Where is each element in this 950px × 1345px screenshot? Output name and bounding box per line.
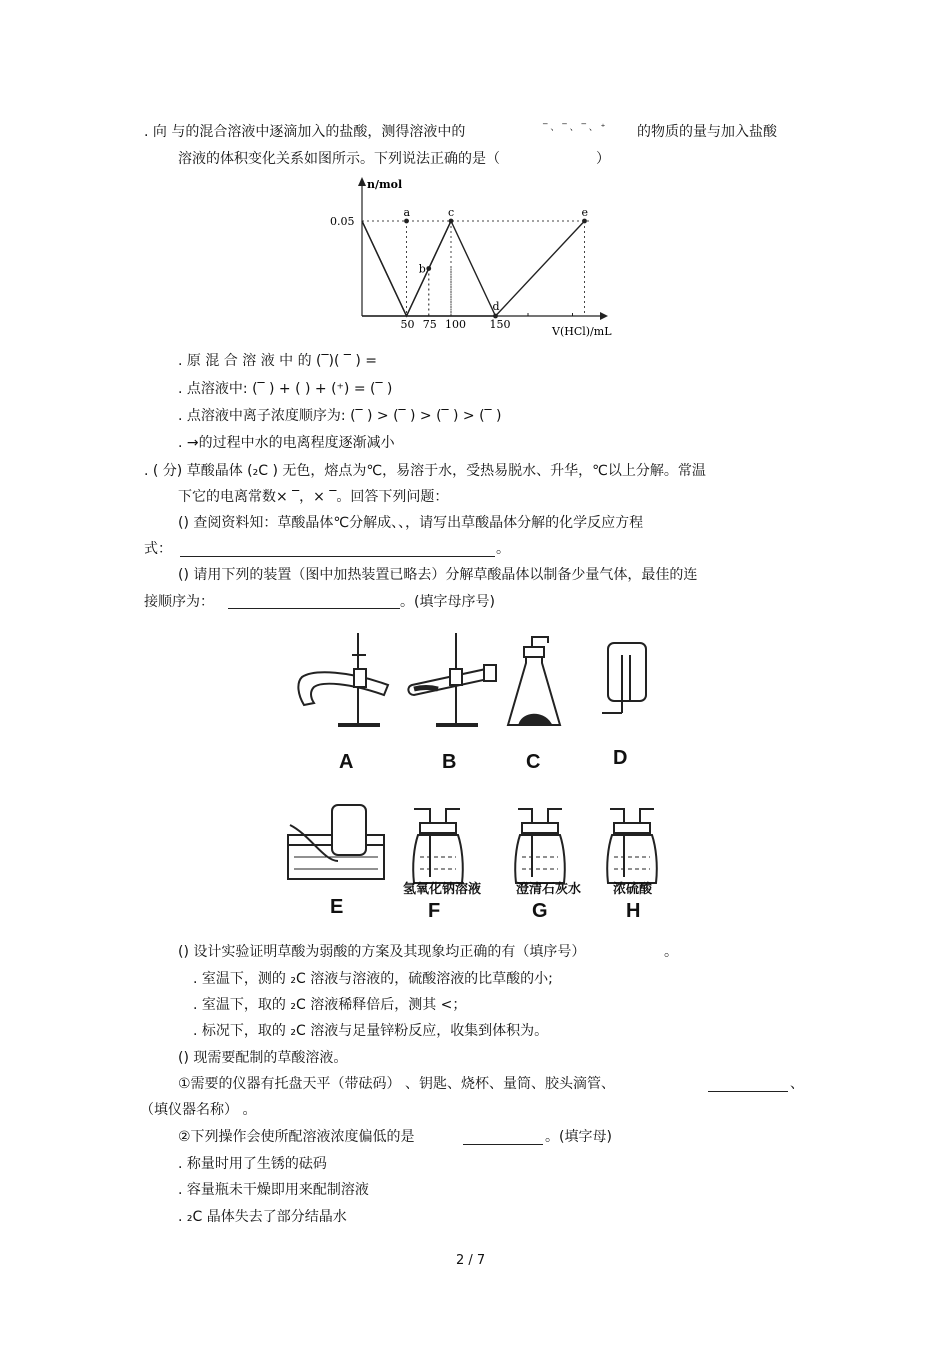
point-label-a: a bbox=[403, 206, 411, 219]
label-c: C bbox=[526, 751, 541, 773]
equation-answer-blank[interactable] bbox=[180, 555, 495, 557]
label-d: D bbox=[613, 747, 628, 769]
y-tick-label: 0.05 bbox=[330, 215, 355, 228]
instrument-answer-blank[interactable] bbox=[708, 1090, 788, 1092]
label-h: H bbox=[626, 900, 641, 922]
apparatus-b bbox=[408, 633, 496, 725]
q2-part3-option-c: . 标况下，取的 ₂C 溶液与足量锌粉反应，收集到体积为。 bbox=[193, 1023, 549, 1039]
x-tick-label-50: 50 bbox=[400, 318, 415, 331]
q1-option-a: . 原 混 合 溶 液 中 的 (‾)( ‾ ) = bbox=[178, 353, 377, 369]
q2-part4-1: ①需要的仪器有托盘天平（带砝码） 、钥匙、烧杯、量筒、胶头滴管、 bbox=[178, 1076, 615, 1092]
label-f: F bbox=[428, 900, 441, 922]
q2-part4-option-a: . 称量时用了生锈的砝码 bbox=[178, 1156, 327, 1172]
q1-option-d: . →的过程中水的电离程度逐渐减小 bbox=[178, 435, 395, 451]
x-tick-label-100: 100 bbox=[445, 318, 466, 331]
q2-part4-2: ②下列操作会使所配溶液浓度偏低的是 bbox=[178, 1129, 415, 1145]
x-axis-label: V(HCl)/mL bbox=[552, 325, 612, 338]
q2-part2b: 接顺序为： bbox=[144, 594, 214, 610]
label-g: G bbox=[532, 900, 548, 922]
point-label-e: e bbox=[581, 206, 589, 219]
q2-part3: () 设计实验证明草酸为弱酸的方案及其现象均正确的有（填序号） bbox=[178, 944, 586, 960]
x-tick-label-75: 75 bbox=[422, 318, 437, 331]
q2-part4-1b: （填仪器名称） 。 bbox=[140, 1102, 257, 1118]
point-label-b: b bbox=[418, 262, 426, 276]
apparatus-f bbox=[413, 809, 463, 883]
q2-part1b-end: 。 bbox=[496, 541, 510, 557]
page-number: 2 / 7 bbox=[456, 1253, 486, 1268]
q1-option-c: . 点溶液中离子浓度顺序为: (‾ ) > (‾ ) > (‾ ) > (‾ ) bbox=[178, 408, 502, 424]
q2-part4: () 现需要配制的草酸溶液。 bbox=[178, 1050, 348, 1066]
q1-chart bbox=[320, 172, 640, 342]
bottle-label-f: 氢氧化钠溶液 bbox=[403, 882, 482, 897]
q2-part1b: 式： bbox=[144, 541, 172, 557]
y-axis-label: n/mol bbox=[367, 178, 403, 191]
label-a: A bbox=[339, 751, 354, 773]
point-a bbox=[404, 219, 409, 224]
label-e: E bbox=[330, 896, 344, 918]
apparatus-c bbox=[508, 637, 560, 725]
q1-superscript: ‾ 、 ‾ 、 ‾ 、 ⁺ bbox=[543, 123, 606, 133]
q2-part3-option-a: . 室温下，测的 ₂C 溶液与溶液的，硫酸溶液的比草酸的小; bbox=[193, 971, 553, 987]
q1-option-b: . 点溶液中: (‾ ) + ( ) + (⁺) = (‾ ) bbox=[178, 381, 393, 397]
x-tick-label-150: 150 bbox=[489, 318, 511, 331]
q2-part3-end: 。 bbox=[664, 944, 678, 960]
q1-stem-line1: . 向 与的混合溶液中逐滴加入的盐酸，测得溶液中的 bbox=[144, 124, 466, 140]
q1-stem-line2: 溶液的体积变化关系如图所示。下列说法正确的是（ bbox=[178, 151, 500, 167]
q2-part2: () 请用下列的装置（图中加热装置已略去）分解草酸晶体以制备少量气体，最佳的连 bbox=[178, 567, 698, 583]
q2-title: . ( 分) 草酸晶体 (₂C ) 无色，熔点为℃，易溶于水，受热易脱水、升华，℃以上分解。常温 bbox=[144, 463, 706, 479]
apparatus-a bbox=[298, 633, 388, 725]
operation-answer-blank[interactable] bbox=[463, 1143, 543, 1145]
q2-part4-2-end: 。(填字母) bbox=[545, 1129, 612, 1145]
apparatus-d bbox=[602, 643, 646, 713]
bottle-label-h: 浓硫酸 bbox=[613, 882, 653, 897]
q2-part2b-end: 。(填字母序号) bbox=[400, 594, 495, 610]
apparatus-e bbox=[288, 805, 384, 879]
point-c bbox=[449, 219, 454, 224]
q2-part3-option-b: . 室温下，取的 ₂C 溶液稀释倍后，测其 <； bbox=[193, 997, 467, 1013]
q1-stem-close: ） bbox=[596, 151, 610, 167]
order-answer-blank[interactable] bbox=[228, 607, 400, 609]
q2-part4-option-b: . 容量瓶未干燥即用来配制溶液 bbox=[178, 1182, 369, 1198]
q2-part4-option-c: . ₂C 晶体失去了部分结晶水 bbox=[178, 1209, 347, 1225]
q2-title-line2: 下它的电离常数× ‾，× ‾。回答下列问题： bbox=[178, 489, 449, 505]
q2-part1: () 查阅资料知：草酸晶体℃分解成、、，请写出草酸晶体分解的化学反应方程 bbox=[178, 515, 644, 531]
point-b bbox=[426, 266, 431, 271]
apparatus-h bbox=[607, 809, 657, 883]
label-b: B bbox=[442, 751, 457, 773]
bottle-label-g: 澄清石灰水 bbox=[516, 882, 582, 897]
q2-part4-1-end: 、 bbox=[790, 1076, 804, 1092]
point-e bbox=[582, 219, 587, 224]
q1-stem-line1-tail: 的物质的量与加入盐酸 bbox=[637, 124, 777, 140]
point-label-c: c bbox=[448, 206, 455, 219]
point-label-d: d bbox=[492, 300, 500, 313]
apparatus-g bbox=[515, 809, 565, 883]
series-line-5 bbox=[496, 221, 585, 316]
